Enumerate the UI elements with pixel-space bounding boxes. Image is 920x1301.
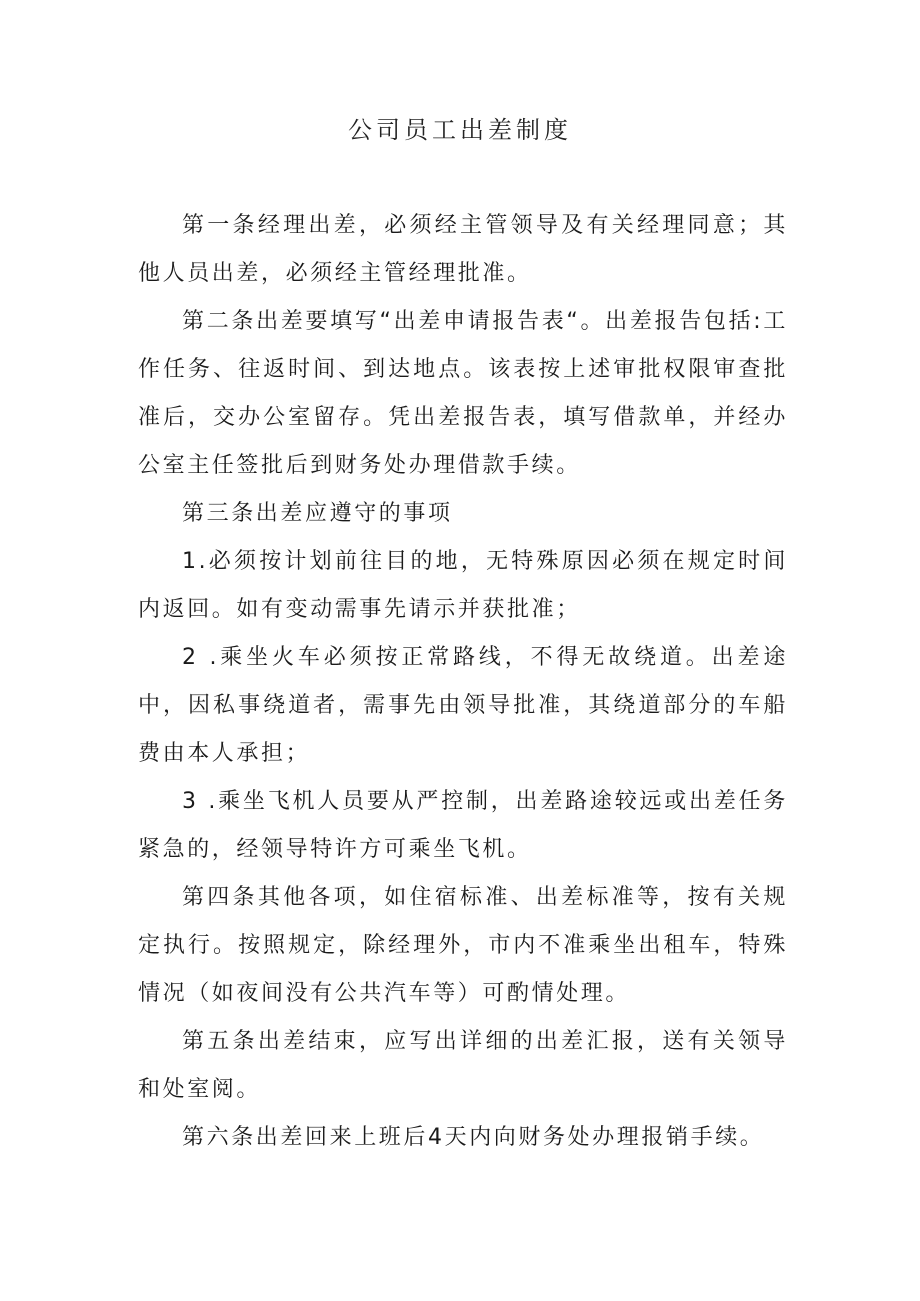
paragraph-article-3: 第三条出差应遵守的事项	[182, 501, 453, 526]
paragraph-article-5: 第五条出差结束，应写出详细的出差汇报，送有关领导和处室阅。	[138, 1029, 788, 1102]
paragraph-article-4: 第四条其他各项，如住宿标准、出差标准等，按有关规定执行。按照规定，除经理外，市内不准乘坐出租车，特殊情况（如夜间没有公共汽车等）可酌情处理。	[138, 885, 788, 1006]
paragraph-item-1: 1.必须按计划前往目的地，无特殊原因必须在规定时间内返回。如有变动需事先请示并获批准；	[138, 549, 788, 622]
paragraph-article-6: 第六条出差回来上班后4天内向财务处办理报销手续。	[182, 1125, 765, 1150]
document-body	[138, 202, 788, 1162]
paragraph-article-2: 第二条出差要填写“出差申请报告表“。出差报告包括:工作任务、往返时间、到达地点。该表按上述审批权限审查批准后，交办公室留存。凭出差报告表，填写借款单，并经办公室主任签批后到财务处办理借款手续。	[138, 309, 788, 478]
paragraph-item-3: 3 .乘坐飞机人员要从严控制，出差路途较远或出差任务紧急的，经领导特许方可乘坐飞机。	[138, 789, 788, 862]
document-title: 公司员工出差制度	[348, 116, 572, 144]
paragraph-item-2: 2 .乘坐火车必须按正常路线，不得无故绕道。出差途中，因私事绕道者，需事先由领导批准，其绕道部分的车船费由本人承担；	[138, 645, 788, 766]
paragraph-article-1: 第一条经理出差，必须经主管领导及有关经理同意；其他人员出差，必须经主管经理批准。	[138, 213, 788, 286]
